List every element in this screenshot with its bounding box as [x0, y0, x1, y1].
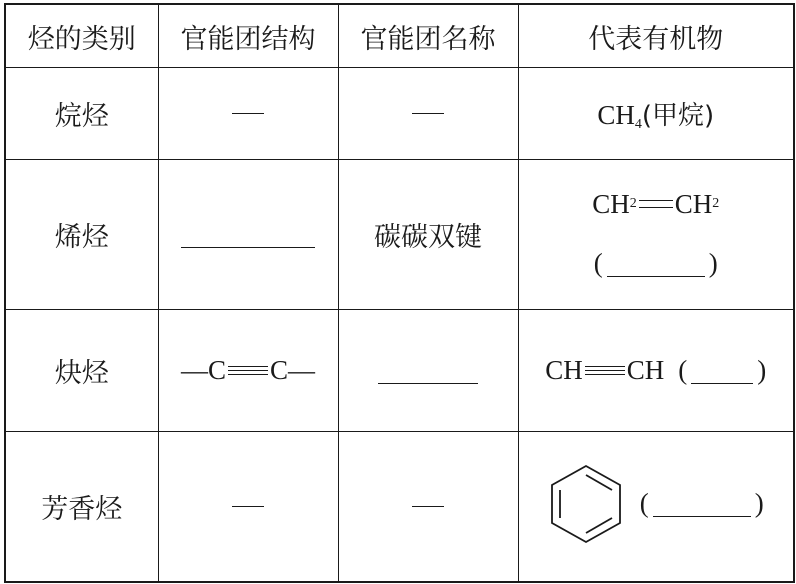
rep-alkyne — [518, 310, 794, 432]
fg-structure-alkane — [158, 68, 338, 160]
fg-name-alkyne — [338, 310, 518, 432]
fg-structure-aromatic — [158, 432, 338, 582]
none-dash — [232, 506, 264, 507]
answer-blank[interactable] — [691, 357, 753, 384]
table-row-alkane — [5, 68, 794, 160]
header-row — [5, 4, 794, 68]
fg-structure-alkene — [158, 160, 338, 310]
table-row-alkyne — [5, 310, 794, 432]
table-row-aromatic — [5, 432, 794, 582]
fg-structure-alkyne — [158, 310, 338, 432]
header-category: 烃的类别 — [5, 4, 158, 68]
fg-name-alkane — [338, 68, 518, 160]
none-dash — [412, 506, 444, 507]
methane-formula: $CH_4$ — [597, 100, 642, 132]
answer-blank[interactable] — [181, 221, 315, 248]
methane-name: (甲烷) — [641, 101, 715, 131]
answer-blank[interactable] — [653, 490, 751, 517]
benzene-ring-icon — [548, 462, 624, 546]
ethylene-formula: CH 2 CH 2 — [592, 188, 720, 219]
name-blank-group: ( ) — [593, 247, 718, 278]
answer-blank[interactable] — [378, 357, 478, 384]
rep-alkane — [518, 68, 794, 160]
triple-bond-structure: —C C— — [180, 355, 316, 385]
category-alkyne: 炔烃 — [5, 310, 158, 432]
triple-bond-icon — [585, 366, 625, 375]
acetylene-formula: CH CH ( ) — [545, 355, 767, 385]
category-aromatic: 芳香烃 — [5, 432, 158, 582]
category-alkane: 烷烃 — [5, 68, 158, 160]
header-representative: 代表有机物 — [518, 4, 794, 68]
none-dash — [412, 113, 444, 114]
rep-aromatic: ( ) — [518, 432, 794, 582]
answer-blank[interactable] — [607, 250, 705, 277]
category-alkene: 烯烃 — [5, 160, 158, 310]
rep-alkene — [518, 160, 794, 310]
fg-name-aromatic — [338, 432, 518, 582]
table-row-alkene — [5, 160, 794, 310]
header-fg-name: 官能团名称 — [338, 4, 518, 68]
header-fg-structure: 官能团结构 — [158, 4, 338, 68]
hydrocarbon-table — [4, 3, 795, 583]
fg-name-alkene: 碳碳双键 — [338, 160, 518, 310]
double-bond-icon — [639, 200, 673, 208]
triple-bond-icon — [228, 366, 268, 375]
none-dash — [232, 113, 264, 114]
